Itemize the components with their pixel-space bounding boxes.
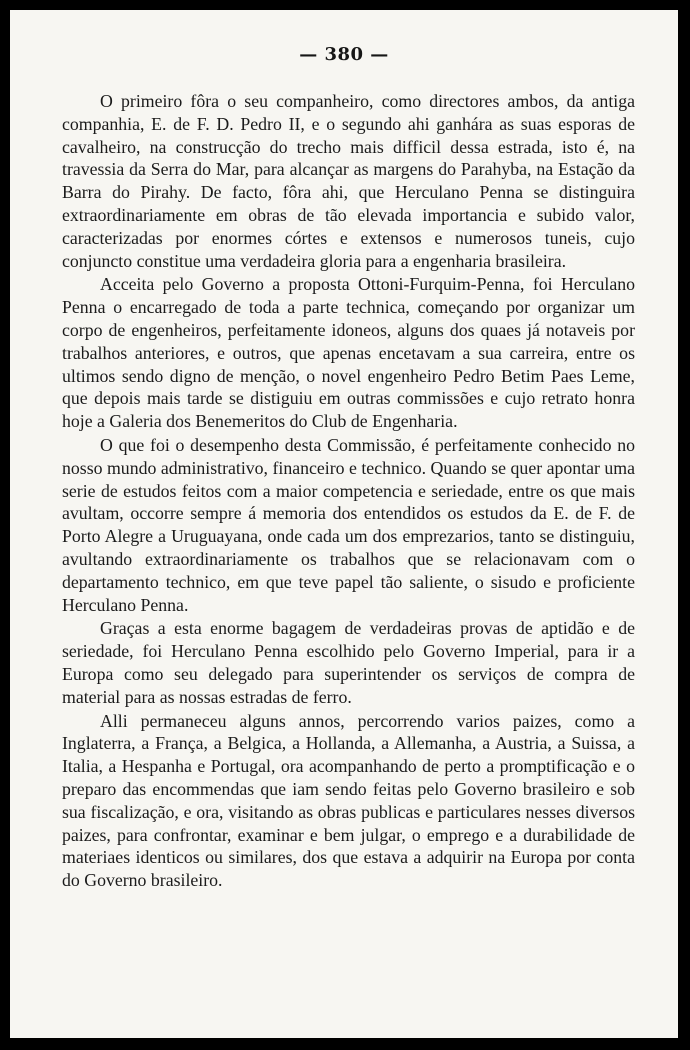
paragraph-4: Graças a esta enorme bagagem de verdadeiras provas de aptidão e de seriedade, foi Herculano Penna escolhido pelo Governo Imperial, para ir a Europa como seu delegado para superintender os serviços de compra de material para as nossas estradas de ferro.	[62, 618, 635, 707]
body-text	[62, 90, 635, 892]
paragraph-2: Acceita pelo Governo a proposta Ottoni-Furquim-Penna, foi Herculano Penna o encarregado de toda a parte technica, começando por organizar um corpo de engenheiros, perfeitamente idoneos, alguns dos quaes já notaveis por trabalhos anteriores, e outros, que apenas encetavam a sua carreira, entre os ultimos sendo digno de menção, o novel engenheiro Pedro Betim Paes Leme, que depois mais tarde se distiguiu em outras commissões e cujo retrato honra hoje a Galeria dos Benemeritos do Club de Engenharia.	[62, 274, 635, 432]
page-number: — 380 —	[299, 44, 389, 65]
paragraph-3: O que foi o desempenho desta Commissão, é perfeitamente conhecido no nosso mundo administrativo, financeiro e technico. Quando se quer apontar uma serie de estudos feitos com a maior competencia e seriedade, entre os que mais avultam, occorre sempre á memoria dos entendidos os estudos da E. de F. de Porto Alegre a Uruguayana, onde cada um dos emprezarios, tanto se distinguiu, avultando extraordinariamente os trabalhos que se relacionavam com o departamento technico, em que teve papel tão saliente, o sisudo e proficiente Herculano Penna.	[62, 434, 635, 615]
paragraph-5: Alli permaneceu alguns annos, percorrendo varios paizes, como a Inglaterra, a França, a Belgica, a Hollanda, a Allemanha, a Austria, a Suissa, a Italia, a Hespanha e Portugal, ora acompanhando de perto a promptificação e o preparo das encommendas que iam sendo feitas pelo Governo brasileiro e sob sua fiscalização, e ora, visitando as obras publicas e particulares nesses diversos paizes, para confrontar, examinar e bem julgar, o emprego e a durabilidade de materiaes identicos ou similares, dos que estava a adquirir na Europa por conta do Governo brasileiro.	[62, 710, 635, 891]
document-page	[10, 10, 678, 1038]
paragraph-1: O primeiro fôra o seu companheiro, como directores ambos, da antiga companhia, E. de F. D. Pedro II, e o segundo ahi ganhára as suas esporas de cavalheiro, na construcção do trecho mais difficil dessa estrada, isto é, na travessia da Serra do Mar, para alcançar as margens do Parahyba, na Estação da Barra do Pirahy. De facto, fôra ahi, que Herculano Penna se distinguira extraordinariamente em obras de tão elevada importancia e subido valor, caracterizadas por enormes córtes e extensos e numerosos tuneis, cujo conjuncto constitue uma verdadeira gloria para a engenharia brasileira.	[62, 91, 635, 271]
